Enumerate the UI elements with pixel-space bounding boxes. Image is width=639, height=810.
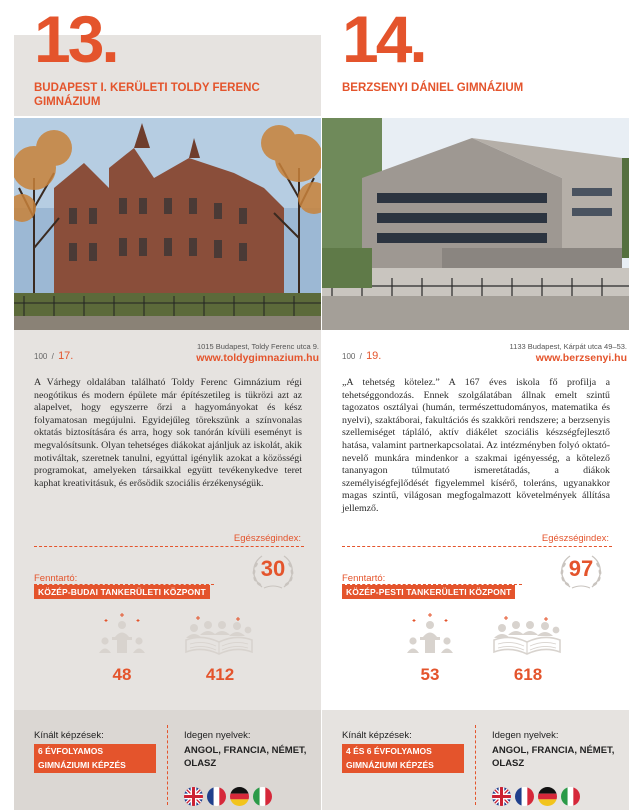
students-icon bbox=[182, 614, 256, 656]
school-description: „A tehetség kötelez.” A 167 éves iskola fő profilja a tehetséggondozás. Ennek szolgálatában állnak emelt szintű tagozatos osztályai (humán, természettudományos, matematika és nyelvi), szaktáborai, fakultációs és szakköri rendszere; a berzsenyis szellemiséget tápláló, aktív diákélet szociális készségfejlesztő hatása, valamint partnerkapcsolatai. Az intézményben folyó oktató-nevelő munkára mindenkor a szakmai igényesség, a kötelező tananyagon túlmutató ismeretátadás, a diákok személyiségfejlődését figyelemmel kísérő, toleráns, ugyanakkor magas szintű, világosan megfogalmazott követelmények állítása jellemző. bbox=[342, 377, 610, 514]
divider bbox=[342, 546, 612, 547]
languages-label: Idegen nyelvek: bbox=[184, 730, 251, 741]
teachers-count: 48 bbox=[112, 665, 132, 684]
maintainer-badge: KÖZÉP-PESTI TANKERÜLETI KÖZPONT bbox=[342, 585, 515, 599]
students-count: 618 bbox=[513, 665, 543, 684]
page-number: 100 / 19. bbox=[342, 350, 382, 362]
germany-flag-icon bbox=[538, 787, 557, 806]
maintainer-label: Fenntartó: bbox=[34, 573, 78, 584]
teachers-icon bbox=[96, 612, 148, 656]
italy-flag-icon bbox=[253, 787, 272, 806]
maintainer-label: Fenntartó: bbox=[342, 573, 386, 584]
school-card-13 bbox=[14, 0, 321, 810]
school-card-14 bbox=[322, 0, 629, 810]
school-description: A Várhegy oldalában található Toldy Ferenc Gimnázium régi neogótikus és modern épülete már építészetileg is tükrözi azt az alapelvet, hogy egyszerre őrzi a hagyományokat és kész folyamatosan megújulni. Egyidejűleg törekszünk a színvonalas oktatás biztosítására és arra, hogy sok tanórán kívüli eseményt is megvalósítsunk. Olyan tehetséges diákokat ajánljuk az iskolát, akik motiváltak, szeretnek tanulni, egyúttal igénylik azokat a közösségi programokat, amelyeken társaikkal együtt tevékenykedve teret kaphat kreativitásuk, és erősödik szociális érzékenységük. bbox=[34, 377, 302, 489]
languages-list: ANGOL, FRANCIA, NÉMET, OLASZ bbox=[492, 745, 615, 769]
school-photo bbox=[14, 118, 321, 330]
school-address: 1133 Budapest, Kárpát utca 49–53. bbox=[509, 342, 627, 351]
school-number: 13. bbox=[34, 2, 117, 76]
school-name: BUDAPEST I. KERÜLETI TOLDY FERENC GIMNÁZIUM bbox=[34, 82, 260, 108]
health-index-label: Egészségindex: bbox=[233, 533, 301, 544]
germany-flag-icon bbox=[230, 787, 249, 806]
page-number: 100 / 17. bbox=[34, 350, 74, 362]
france-flag-icon bbox=[207, 787, 226, 806]
offered-programs-badge: 4 ÉS 6 ÉVFOLYAMOS GIMNÁZIUMI KÉPZÉS bbox=[342, 744, 464, 773]
offered-programs-label: Kínált képzések: bbox=[342, 730, 412, 741]
students-count: 412 bbox=[205, 665, 235, 684]
languages-list: ANGOL, FRANCIA, NÉMET, OLASZ bbox=[184, 745, 307, 769]
health-index-value: 97 bbox=[568, 556, 594, 581]
divider bbox=[34, 546, 304, 547]
languages-label: Idegen nyelvek: bbox=[492, 730, 559, 741]
uk-flag-icon bbox=[184, 787, 203, 806]
vertical-divider bbox=[167, 725, 168, 805]
school-number: 14. bbox=[342, 2, 425, 76]
students-icon bbox=[490, 614, 564, 656]
italy-flag-icon bbox=[561, 787, 580, 806]
health-index-label: Egészségindex: bbox=[541, 533, 609, 544]
offered-programs-label: Kínált képzések: bbox=[34, 730, 104, 741]
school-address: 1015 Budapest, Toldy Ferenc utca 9. bbox=[196, 342, 319, 351]
school-name: BERZSENYI DÁNIEL GIMNÁZIUM bbox=[342, 82, 524, 94]
france-flag-icon bbox=[515, 787, 534, 806]
vertical-divider bbox=[475, 725, 476, 805]
health-index-value: 30 bbox=[260, 556, 286, 581]
offered-programs-badge: 6 ÉVFOLYAMOS GIMNÁZIUMI KÉPZÉS bbox=[34, 744, 156, 773]
language-flags bbox=[492, 787, 580, 806]
teachers-count: 53 bbox=[420, 665, 440, 684]
teachers-icon bbox=[404, 612, 456, 656]
school-website-link[interactable]: www.berzsenyi.hu bbox=[535, 352, 627, 364]
uk-flag-icon bbox=[492, 787, 511, 806]
school-website-link[interactable]: www.toldygimnazium.hu bbox=[196, 352, 319, 364]
maintainer-badge: KÖZÉP-BUDAI TANKERÜLETI KÖZPONT bbox=[34, 585, 210, 599]
school-photo bbox=[322, 118, 629, 330]
language-flags bbox=[184, 787, 272, 806]
